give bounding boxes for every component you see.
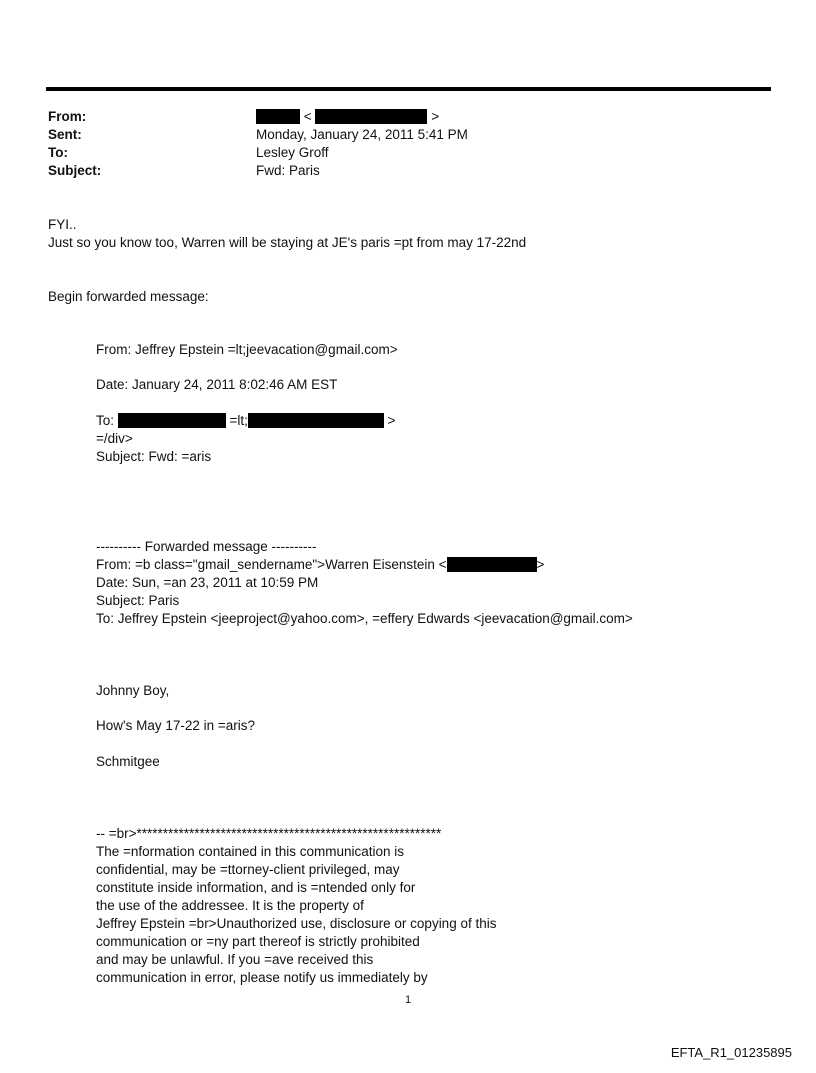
fwd2-from-prefix: From: =b class="gmail_sendername">Warren Eisenstein < <box>96 557 447 572</box>
begin-forwarded-line: Begin forwarded message: <box>48 289 209 304</box>
fyi-line: FYI.. <box>48 217 77 232</box>
fwd1-to-prefix: To: <box>96 413 115 428</box>
disclaimer-line: Jeffrey Epstein =br>Unauthorized use, disclosure or copying of this <box>96 916 497 931</box>
redaction-block <box>447 557 537 572</box>
document-id: EFTA_R1_01235895 <box>670 1045 792 1060</box>
fwd1-div: =/div> <box>96 431 133 446</box>
redaction-block <box>248 413 384 428</box>
fwd1-to <box>96 412 395 430</box>
from-value <box>256 108 439 126</box>
message-signoff: Schmitgee <box>96 754 160 769</box>
fwd2-from-suffix: > <box>536 557 545 572</box>
disclaimer-line: communication or =ny part thereof is strictly prohibited <box>96 934 420 949</box>
fwd1-subject: Subject: Fwd: =aris <box>96 449 212 464</box>
subject-value: Fwd: Paris <box>256 163 320 178</box>
fwd1-to-mid: =lt; <box>229 413 248 428</box>
redaction-block <box>118 413 226 428</box>
disclaimer-line: communication in error, please notify us immediately by <box>96 970 428 985</box>
disclaimer-line: confidential, may be =ttorney-client privileged, may <box>96 862 400 877</box>
redaction-block <box>315 109 427 124</box>
to-label: To: <box>48 145 68 160</box>
fwd2-subject: Subject: Paris <box>96 593 180 608</box>
disclaimer-line: The =nformation contained in this communication is <box>96 844 405 859</box>
fwd1-from: From: Jeffrey Epstein =lt;jeevacation@gmail.com> <box>96 342 398 357</box>
header-rule <box>46 87 771 91</box>
subject-label: Subject: <box>48 163 102 178</box>
note-line: Just so you know too, Warren will be staying at JE's paris =pt from may 17-22nd <box>48 235 527 250</box>
disclaimer-line: the use of the addressee. It is the property of <box>96 898 364 913</box>
from-label: From: <box>48 109 87 124</box>
fwd2-separator: ---------- Forwarded message ---------- <box>96 539 317 554</box>
fwd2-from <box>96 556 544 574</box>
from-gt: > <box>431 109 440 124</box>
fwd1-to-suffix: > <box>387 413 396 428</box>
page-number: 1 <box>404 994 412 1006</box>
sent-value: Monday, January 24, 2011 5:41 PM <box>256 127 468 142</box>
message-greeting: Johnny Boy, <box>96 683 170 698</box>
redaction-block <box>256 109 300 124</box>
disclaimer-line: and may be unlawful. If you =ave received this <box>96 952 374 967</box>
to-value: Lesley Groff <box>256 145 329 160</box>
fwd2-date: Date: Sun, =an 23, 2011 at 10:59 PM <box>96 575 319 590</box>
fwd1-date: Date: January 24, 2011 8:02:46 AM EST <box>96 377 338 392</box>
sent-label: Sent: <box>48 127 82 142</box>
fwd2-to: To: Jeffrey Epstein <jeeproject@yahoo.com>, =effery Edwards <jeevacation@gmail.com> <box>96 611 633 626</box>
message-question: How's May 17-22 in =aris? <box>96 718 256 733</box>
from-lt: < <box>303 109 312 124</box>
disclaimer-line: -- =br>********************************************************** <box>96 826 442 841</box>
disclaimer-line: constitute inside information, and is =ntended only for <box>96 880 416 895</box>
